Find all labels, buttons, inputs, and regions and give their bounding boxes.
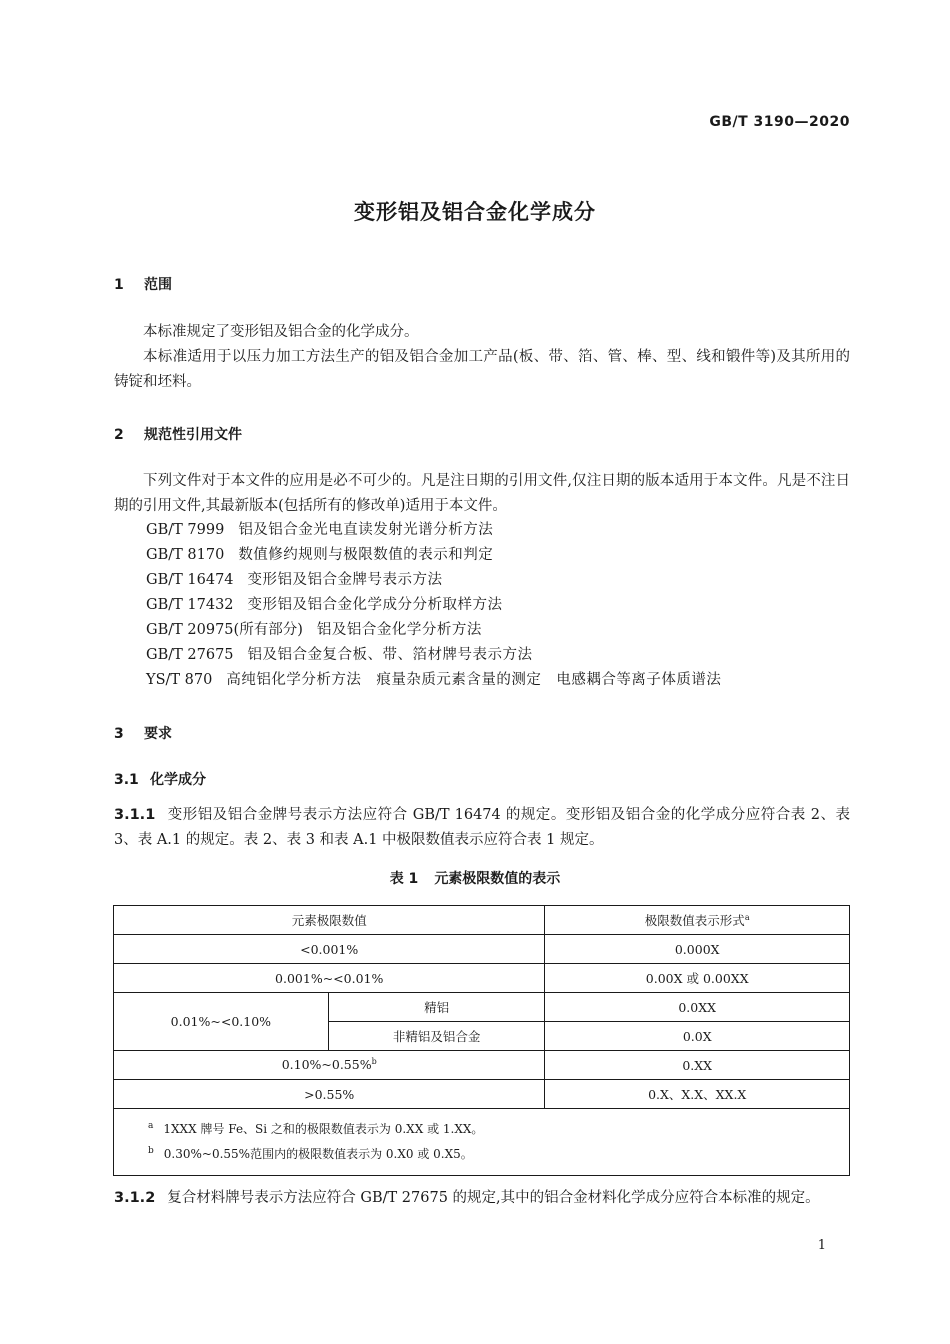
reference-code: GB/T 17432 <box>146 597 234 613</box>
section-title: 规范性引用文件 <box>144 427 242 443</box>
reference-item <box>146 518 846 543</box>
range-cell <box>114 1051 545 1080</box>
range-text: 0.10%~0.55% <box>281 1057 372 1073</box>
section-number: 3 <box>114 726 124 742</box>
reference-item <box>146 643 846 668</box>
section-number: 2 <box>114 427 124 443</box>
reference-item <box>146 568 846 593</box>
section-3-1-2-paragraph <box>114 1186 850 1211</box>
footnote-text: 0.30%~0.55%范围内的极限数值表示为 0.X0 或 0.X5。 <box>163 1147 473 1161</box>
table-1-caption <box>0 868 950 888</box>
page-number: 1 <box>817 1238 826 1253</box>
clause-number: 3.1.2 <box>114 1190 156 1206</box>
clause-text: 变形铝及铝合金牌号表示方法应符合 GB/T 16474 的规定。变形铝及铝合金的化学成分应符合表 2、表 3、表 A.1 的规定。表 2、表 3 和表 A.1 中极限数值表示应符合表 1 规定。 <box>114 807 850 848</box>
table-row <box>114 1080 850 1109</box>
reference-title: 数值修约规则与极限数值的表示和判定 <box>238 547 494 563</box>
form-cell: 0.000X <box>545 935 850 964</box>
table-header-row <box>114 906 850 935</box>
footnote-text: 1XXX 牌号 Fe、Si 之和的极限数值表示为 0.XX 或 1.XX。 <box>163 1122 484 1136</box>
section-number: 1 <box>114 277 124 293</box>
section-2-heading <box>114 424 242 444</box>
table-row <box>114 1051 850 1080</box>
element-limit-table <box>113 905 850 1176</box>
form-cell: 0.0X <box>545 1022 850 1051</box>
reference-item <box>146 618 846 643</box>
header-cell: 元素极限数值 <box>114 906 545 935</box>
footnote-ref: b <box>371 1057 377 1067</box>
table-footnotes-row <box>114 1109 850 1176</box>
reference-title: 变形铝及铝合金牌号表示方法 <box>247 572 443 588</box>
normative-references-list <box>146 518 846 693</box>
document-title: 变形铝及铝合金化学成分 <box>354 200 596 224</box>
reference-title: 铝及铝合金复合板、带、箔材牌号表示方法 <box>247 647 533 663</box>
footnote-ref: a <box>744 912 750 922</box>
table-footnotes <box>114 1109 850 1176</box>
table-title: 元素极限数值的表示 <box>434 871 561 887</box>
reference-item <box>146 668 846 693</box>
reference-title: 变形铝及铝合金化学成分分析取样方法 <box>247 597 503 613</box>
clause-number: 3.1.1 <box>114 807 156 823</box>
range-cell: >0.55% <box>114 1080 545 1109</box>
section-title: 范围 <box>144 277 172 293</box>
reference-title: 铝及铝合金化学分析方法 <box>316 622 482 638</box>
form-cell: 0.XX <box>545 1051 850 1080</box>
range-cell: 0.001%~<0.01% <box>114 964 545 993</box>
footnote-b <box>148 1140 849 1165</box>
table-number: 表 1 <box>389 871 419 887</box>
reference-code: GB/T 8170 <box>146 547 225 563</box>
reference-item <box>146 593 846 618</box>
section-1-paragraph-1: 本标准规定了变形铝及铝合金的化学成分。 <box>143 324 419 340</box>
section-title: 要求 <box>144 726 172 742</box>
reference-item <box>146 543 846 568</box>
form-cell: 0.0XX <box>545 993 850 1022</box>
sub-category-cell: 非精铝及铝合金 <box>328 1022 545 1051</box>
reference-code: YS/T 870 <box>146 672 213 688</box>
section-1-heading <box>114 274 172 294</box>
section-3-1-heading <box>114 769 206 789</box>
section-2-intro: 下列文件对于本文件的应用是必不可少的。凡是注日期的引用文件,仅注日期的版本适用于本文件。凡是不注日期的引用文件,其最新版本(包括所有的修改单)适用于本文件。 <box>114 473 850 514</box>
reference-code: GB/T 27675 <box>146 647 234 663</box>
clause-text: 复合材料牌号表示方法应符合 GB/T 27675 的规定,其中的铝合金材料化学成分应符合本标准的规定。 <box>167 1190 820 1206</box>
section-3-heading <box>114 723 172 743</box>
sub-category-cell: 精铝 <box>328 993 545 1022</box>
standard-number: GB/T 3190—2020 <box>709 114 850 130</box>
header-text: 极限数值表示形式 <box>644 913 745 928</box>
section-number: 3.1 <box>114 772 139 788</box>
section-3-1-1-paragraph <box>114 803 850 853</box>
footnote-mark: b <box>148 1146 154 1156</box>
reference-code: GB/T 20975(所有部分) <box>146 622 303 638</box>
table-row <box>114 993 850 1022</box>
footnote-a <box>148 1115 849 1140</box>
footnote-mark: a <box>148 1121 154 1131</box>
reference-code: GB/T 7999 <box>146 522 225 538</box>
table-row <box>114 935 850 964</box>
header-cell <box>545 906 850 935</box>
reference-title: 铝及铝合金光电直读发射光谱分析方法 <box>238 522 494 538</box>
form-cell: 0.X、X.X、XX.X <box>545 1080 850 1109</box>
range-cell: <0.001% <box>114 935 545 964</box>
form-cell: 0.00X 或 0.00XX <box>545 964 850 993</box>
section-title: 化学成分 <box>150 772 206 788</box>
reference-title: 高纯铝化学分析方法 痕量杂质元素含量的测定 电感耦合等离子体质谱法 <box>226 672 722 688</box>
section-1-paragraph-2: 本标准适用于以压力加工方法生产的铝及铝合金加工产品(板、带、箔、管、棒、型、线和锻件等)及其所用的铸锭和坯料。 <box>114 349 850 390</box>
table-row <box>114 964 850 993</box>
range-cell: 0.01%~<0.10% <box>114 993 329 1051</box>
reference-code: GB/T 16474 <box>146 572 234 588</box>
